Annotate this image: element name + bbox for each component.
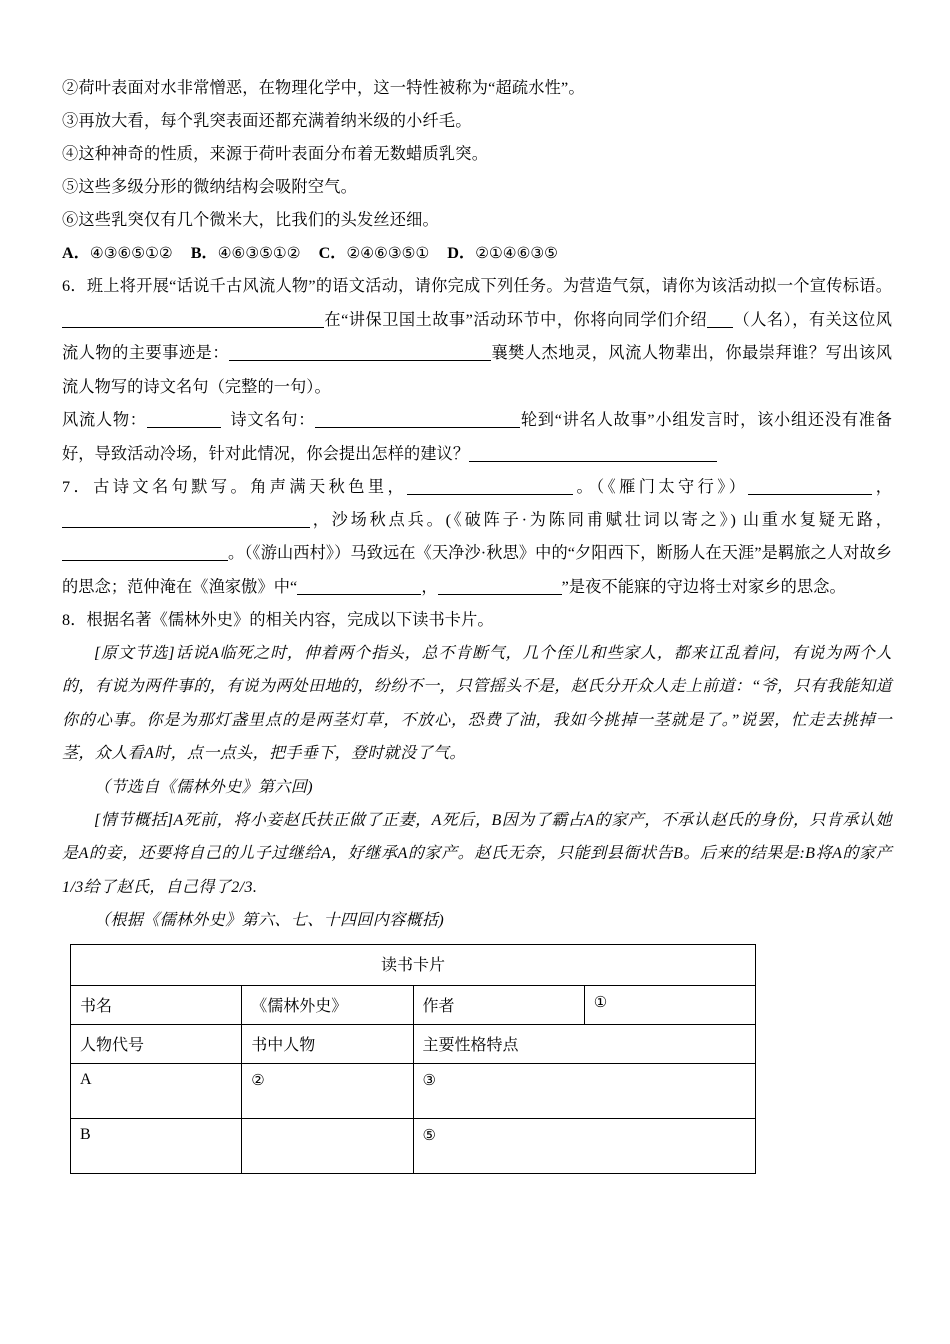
question-7-number: 7． [62,478,94,496]
question-7-seg5: 。（《游山西村》）马致远在《天净沙·秋思》中的“夕阳西下，断肠人在天涯”是羁旅之人对故乡的思念；范仲淹在《渔家傲》中“ [62,544,892,596]
statement-text: 这些乳突仅有几个微米大，比我们的头发丝还细。 [78,211,439,229]
option-b-value[interactable]: ④⑥③⑤①② [217,244,301,262]
option-b-letter[interactable]: B． [190,244,218,262]
option-c-letter[interactable]: C． [318,244,347,262]
excerpt-label: [原文节选] [94,645,175,663]
question-6-seg2: 在“讲保卫国土故事”活动环节中，你将向同学们介绍 [324,310,708,329]
question-8-prompt-text: 根据名著《儒林外史》的相关内容，完成以下读书卡片。 [86,610,494,629]
answer-blank[interactable] [748,479,872,495]
read-card-wrapper [62,944,892,1174]
table-row [71,1024,756,1063]
table-cell-author-value[interactable]: ① [584,985,755,1024]
question-7-seg3: ， [872,478,892,496]
table-cell-traits-label: 主要性格特点 [413,1024,756,1063]
option-a-letter[interactable]: A． [62,244,90,262]
table-cell-book-label: 书名 [71,985,242,1024]
option-d-letter[interactable]: D． [447,244,476,262]
table-row [71,1063,756,1118]
excerpt-text: 话说A临死之时，伸着两个指头，总不肯断气，几个侄儿和些家人，都来讧乱着问，有说为两个人的，有说为两件事的，有说为两处田地的，纷纷不一，只管摇头不是，赵氏分开众人走上前道：“爷，只有我能知道你的心事。你是为那灯盏里点的是两茎灯草，不放心，恐费了油，我如今挑掉一茎就是了。”说罢，忙走去挑掉一茎，众人看A时，点一点头，把手垂下，登时就没了气。 [62,645,892,763]
statement-marker: ⑤ [62,178,79,196]
option-d-value[interactable]: ②①④⑥③⑤ [475,244,558,262]
table-cell-code-label: 人物代号 [71,1024,242,1063]
statement-text: 这些多级分形的微纳结构会吸附空气。 [78,178,357,196]
question-7-seg7: ”是夜不能寐的守边将士对家乡的思念。 [561,577,846,596]
read-card-title: 读书卡片 [71,944,756,985]
excerpt-source-1: （节选自《儒林外史》第六回) [94,778,313,796]
answer-blank[interactable] [407,479,573,495]
statement-line [62,171,892,204]
statement-line [62,138,892,171]
answer-blank[interactable] [315,412,520,428]
statement-marker: ⑥ [62,211,79,229]
statement-text: 再放大看，每个乳突表面还都充满着纳米级的小纤毛。 [78,112,472,130]
answer-blank[interactable] [438,579,562,595]
question-6-seg7: 轮到“讲名人故事”小组发言时，该小组还没有准备好，导致活动冷场，针对此情况，你会提出怎样的建议？ [62,411,893,463]
answer-blank[interactable] [229,345,491,361]
summary-label: [情节概括] [94,812,174,830]
option-c-value[interactable]: ②④⑥③⑤① [346,244,430,262]
question-6-seg3: （人名），有关这位风流人物的主要事迹是： [62,310,892,362]
statement-marker: ② [62,79,79,97]
statement-text: 荷叶表面对水非常憎恶，在物理化学中，这一特性被称为“超疏水性”。 [78,79,585,97]
table-row [71,1118,756,1173]
question-6-seg6: 诗文名句： [230,411,316,429]
question-6-seg4: 襄樊人杰地灵，风流人物辈出，你最崇拜谁？写出该风流人物写的诗文名句（完整的一句）。 [62,344,892,396]
answer-blank[interactable] [62,312,324,328]
option-a-value[interactable]: ④③⑥⑤①② [89,244,173,262]
question-8-prompt [62,604,892,637]
question-7-seg1: 古诗文名句默写。角声满天秋色里， [93,478,408,496]
question-7 [62,471,892,604]
table-cell-code-b: B [71,1118,242,1173]
page-content [62,72,892,1174]
table-cell-traits-a[interactable]: ③ [413,1063,756,1118]
answer-blank[interactable] [297,579,421,595]
question-6 [62,270,892,471]
table-cell-code-a: A [71,1063,242,1118]
statement-line [62,105,892,138]
table-row-title [71,944,756,985]
table-cell-traits-b[interactable]: ⑤ [413,1118,756,1173]
table-cell-character-a[interactable]: ② [242,1063,413,1118]
question-8-number: 8． [62,610,87,629]
statement-line [62,72,892,105]
statement-text: 这种神奇的性质，来源于荷叶表面分布着无数蜡质乳突。 [78,145,489,163]
question-6-seg5: 风流人物： [62,411,147,429]
question-6-seg1: 班上将开展“话说千古风流人物”的语文活动，请你完成下列任务。为营造气氛，请你为该活动拟一个宣传标语。 [86,277,892,295]
statement-marker: ③ [62,112,79,130]
answer-options-row [62,237,892,270]
table-row [71,985,756,1024]
excerpt-source-2: （根据《儒林外史》第六、七、十四回内容概括) [94,912,445,930]
answer-blank[interactable] [62,545,228,561]
statement-line [62,204,892,237]
question-8-summary [62,804,892,904]
question-7-seg2: 。（《雁门太守行》） [573,478,749,496]
question-7-seg4: ，沙场秋点兵。(《破阵子·为陈同甫赋壮词以寄之》) 山重水复疑无路， [310,511,892,530]
read-card-table [70,944,756,1174]
summary-text: A死前，将小妾赵氏扶正做了正妻，A死后，B因为了霸占A的家产，不承认赵氏的身份，只肯承认她是A的妾，还要将自己的儿子过继给A，好继承A的家产。赵氏无奈，只能到县衙状告B。后来的结果是:B将A的家产1/3给了赵氏，自己得了2/3. [62,812,892,896]
table-cell-character-label: 书中人物 [242,1024,413,1063]
answer-blank[interactable] [707,312,733,328]
table-cell-book-value: 《儒林外史》 [242,985,413,1024]
table-cell-character-b[interactable] [242,1118,413,1173]
question-7-seg6: ， [421,577,438,596]
table-cell-author-label: 作者 [413,985,584,1024]
answer-blank[interactable] [147,412,221,428]
statement-marker: ④ [62,145,79,163]
question-8-excerpt [62,637,892,771]
question-6-number: 6． [62,277,87,295]
answer-blank[interactable] [469,446,717,462]
answer-blank[interactable] [62,512,310,528]
